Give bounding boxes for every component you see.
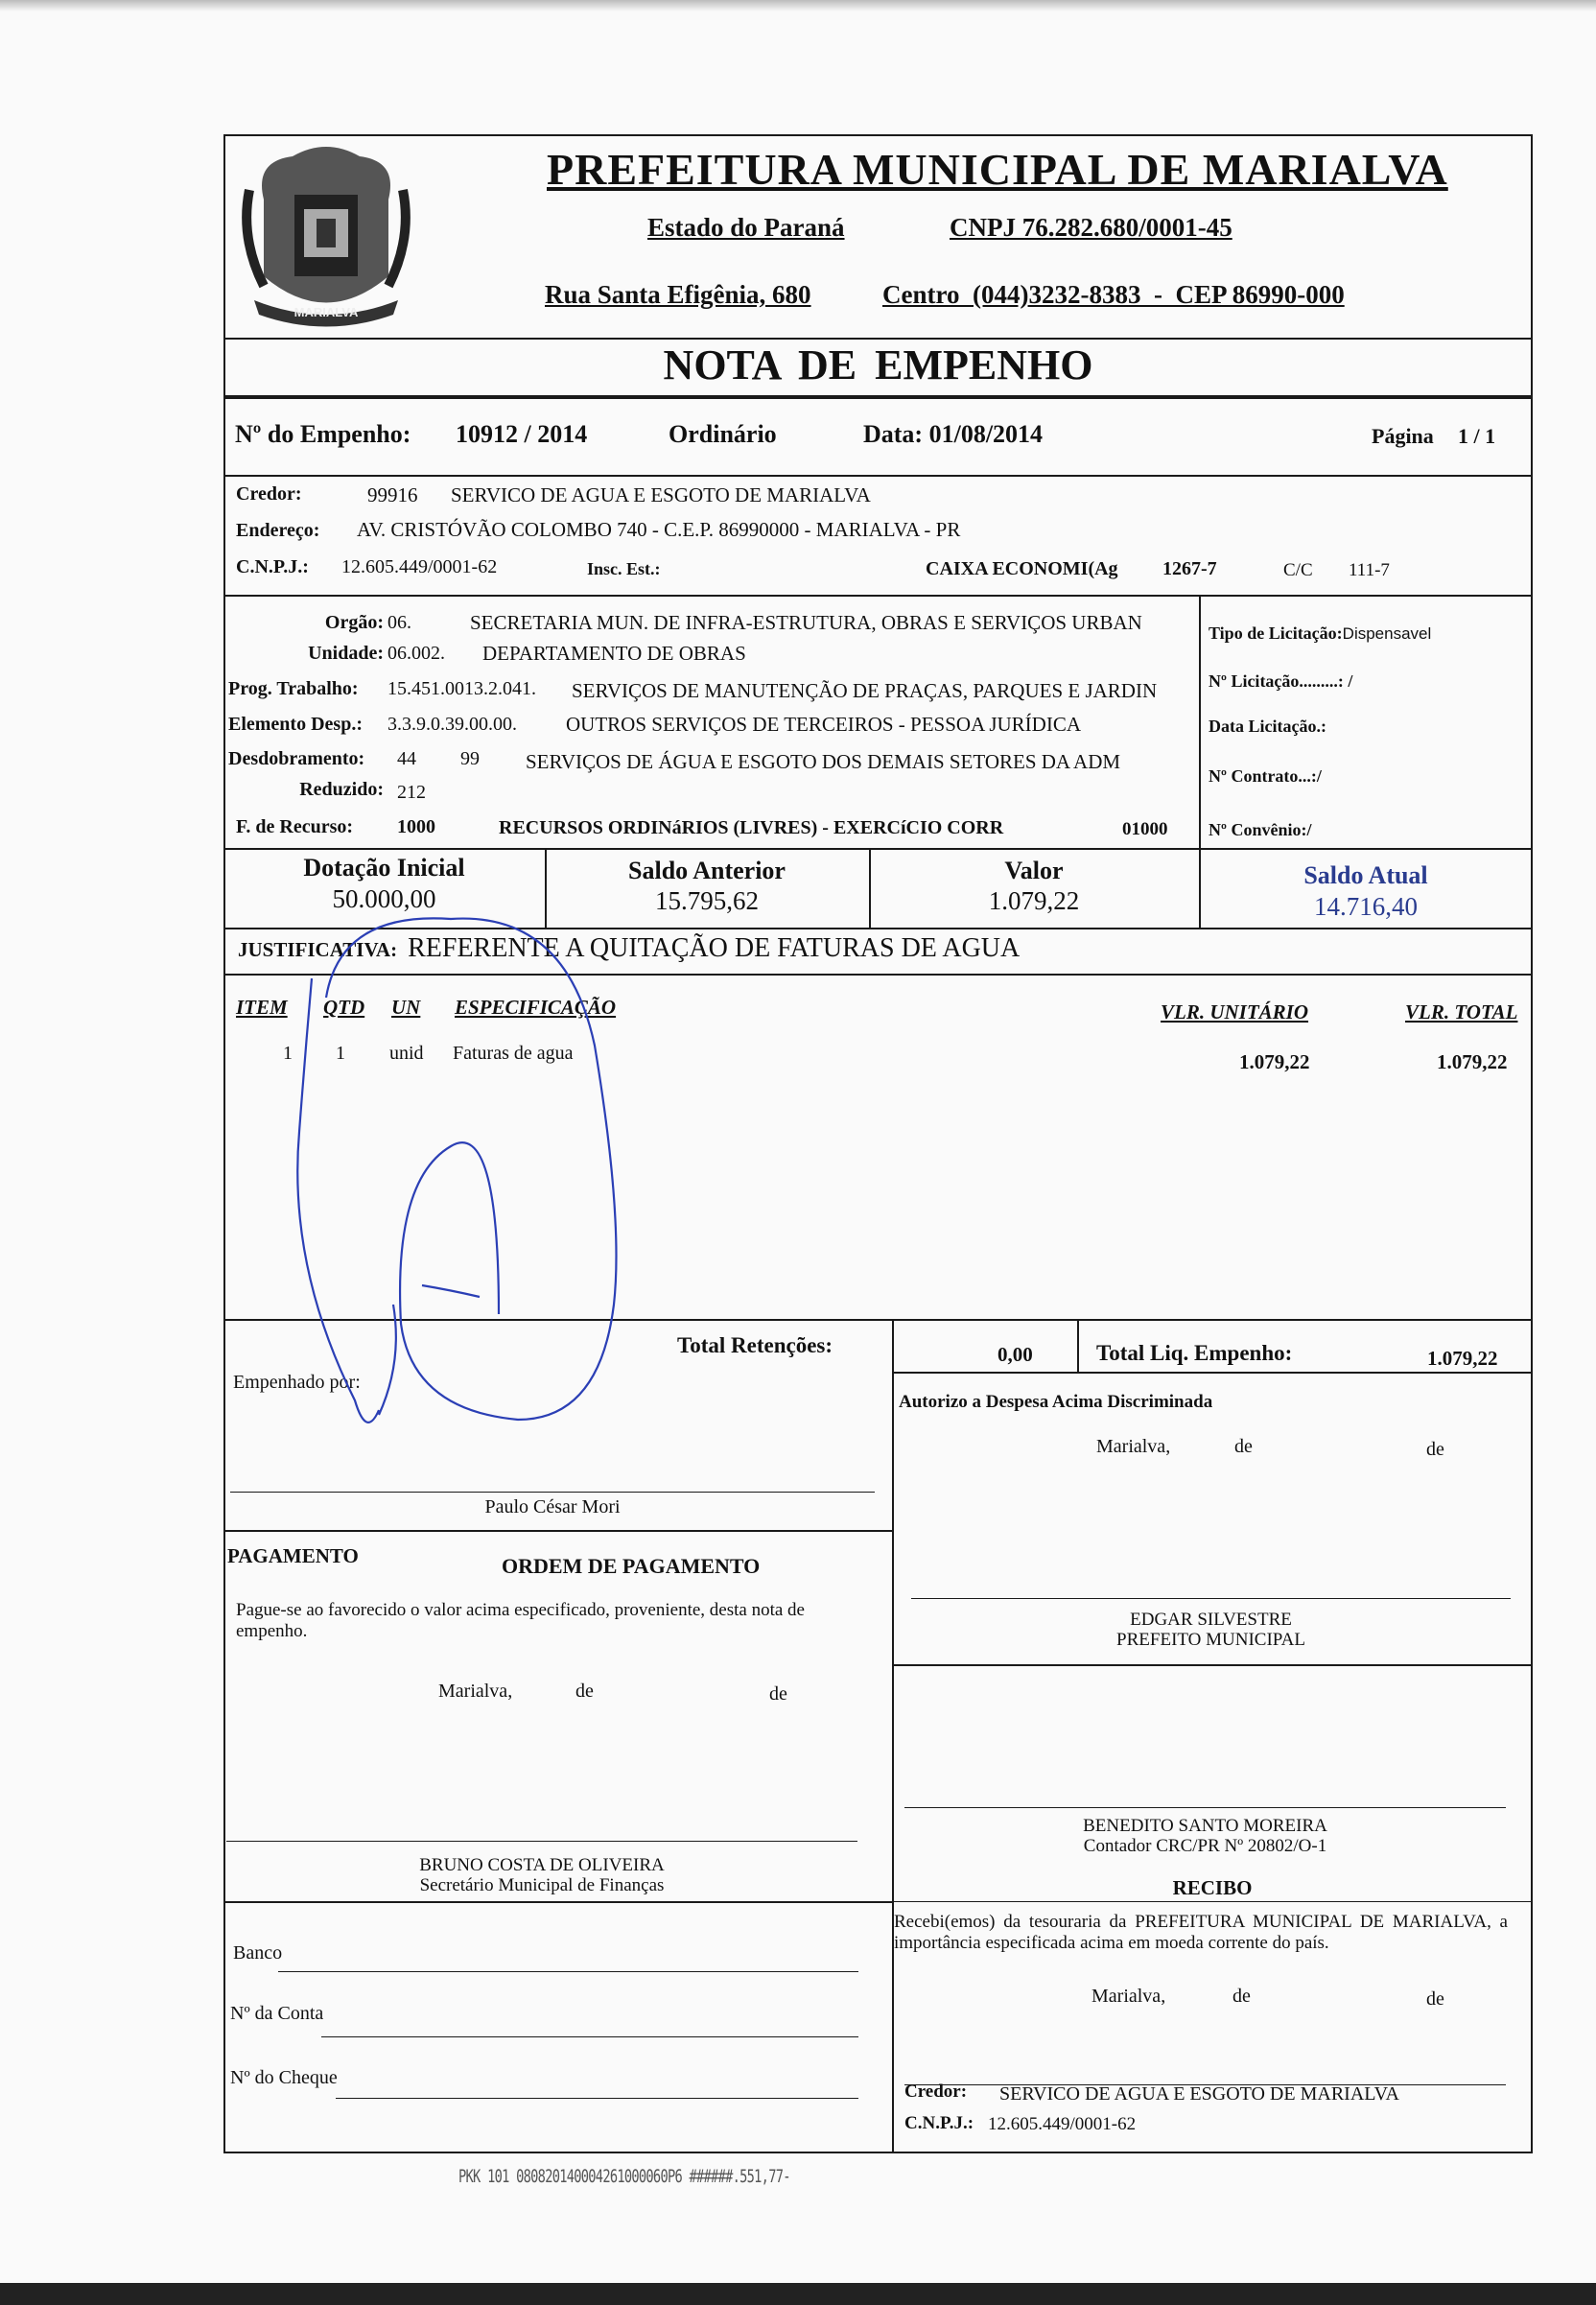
numero-licitacao: Nº Licitação.........: / bbox=[1209, 671, 1353, 691]
recibo-de2: de bbox=[1426, 1988, 1444, 2010]
dotacao-label: Dotação Inicial bbox=[303, 854, 465, 882]
autorizo-text: Autorizo a Despesa Acima Discriminada bbox=[899, 1392, 1213, 1412]
desdobramento-name: SERVIÇOS DE ÁGUA E ESGOTO DOS DEMAIS SETORES DA ADM bbox=[526, 750, 1121, 773]
item-un: unid bbox=[389, 1043, 424, 1064]
empenho-number: 10912 / 2014 bbox=[456, 420, 588, 448]
municipality-title: PREFEITURA MUNICIPAL DE MARIALVA bbox=[547, 145, 1448, 194]
credor-cnpj-label: C.N.P.J.: bbox=[236, 556, 309, 577]
orgao-label: Orgão: bbox=[324, 612, 384, 633]
desdobramento-label: Desdobramento: bbox=[228, 748, 365, 769]
pagamento-city: Marialva, bbox=[438, 1681, 513, 1702]
retencoes-label: Total Retenções: bbox=[677, 1333, 833, 1357]
desdobramento-a: 44 bbox=[397, 748, 416, 769]
recurso-name: RECURSOS ORDINáRIOS (LIVRES) - EXERCíCIO CORR bbox=[499, 817, 1004, 838]
total-liquido-label: Total Liq. Empenho: bbox=[1096, 1341, 1293, 1365]
valor-value: 1.079,22 bbox=[988, 886, 1080, 915]
recurso-number: 01000 bbox=[1122, 819, 1168, 839]
recurso-code: 1000 bbox=[397, 816, 435, 837]
address-rest-label: Centro (044)3232-8383 - CEP 86990-000 bbox=[882, 280, 1345, 309]
autorizo-de2: de bbox=[1426, 1439, 1444, 1460]
retencoes-value: 0,00 bbox=[998, 1343, 1033, 1366]
item-unit-value: 1.079,22 bbox=[1239, 1050, 1310, 1073]
empenho-type: Ordinário bbox=[669, 420, 777, 448]
cc-number: 111-7 bbox=[1349, 560, 1390, 580]
recibo-text: Recebi(emos) da tesouraria da PREFEITURA MUNICIPAL DE MARIALVA, a importância especificada acima em moeda corrente do país. bbox=[894, 1912, 1508, 1953]
contador-role: Contador CRC/PR Nº 20802/O-1 bbox=[1083, 1836, 1327, 1856]
conta-label: Nº da Conta bbox=[230, 2003, 324, 2024]
saldo-atual-value: 14.716,40 bbox=[1314, 892, 1418, 921]
contador-name: BENEDITO SANTO MOREIRA bbox=[1083, 1816, 1327, 1836]
document-title: NOTA DE EMPENHO bbox=[663, 341, 1093, 388]
insc-est-label: Insc. Est.: bbox=[587, 559, 661, 578]
banco-label: Banco bbox=[233, 1942, 283, 1964]
unidade-name: DEPARTAMENTO DE OBRAS bbox=[482, 642, 746, 665]
pagamento-de1: de bbox=[575, 1681, 594, 1702]
secretario-name: BRUNO COSTA DE OLIVEIRA bbox=[419, 1855, 665, 1875]
tipo-licitacao-label: Tipo de Licitação:Dispensavel bbox=[1209, 623, 1432, 643]
svg-text:MARIALVA: MARIALVA bbox=[293, 305, 359, 319]
secretario-role: Secretário Municipal de Finanças bbox=[419, 1875, 665, 1895]
recibo-credor-label: Credor: bbox=[904, 2082, 968, 2102]
total-liquido-value: 1.079,22 bbox=[1427, 1347, 1498, 1370]
numero-convenio: Nº Convênio:/ bbox=[1209, 820, 1312, 839]
items-header-item: ITEM bbox=[236, 996, 288, 1019]
saldo-anterior-label: Saldo Anterior bbox=[628, 857, 786, 884]
reduzido-value: 212 bbox=[397, 782, 426, 803]
elemento-code: 3.3.9.0.39.00.00. bbox=[387, 714, 517, 735]
credor-code: 99916 bbox=[367, 483, 418, 506]
bank-name: CAIXA ECONOMI(Ag bbox=[926, 558, 1118, 579]
recibo-cnpj-label: C.N.P.J.: bbox=[904, 2113, 974, 2133]
cnpj-label: CNPJ 76.282.680/0001-45 bbox=[950, 213, 1232, 242]
item-number: 1 bbox=[283, 1043, 293, 1064]
recibo-de1: de bbox=[1232, 1986, 1251, 2007]
prog-trabalho-code: 15.451.0013.2.041. bbox=[387, 678, 536, 699]
items-header-spec: ESPECIFICAÇÃO bbox=[455, 996, 617, 1019]
prog-trabalho-name: SERVIÇOS DE MANUTENÇÃO DE PRAÇAS, PARQUES E JARDIN bbox=[572, 679, 1158, 702]
items-header-total: VLR. TOTAL bbox=[1405, 1000, 1518, 1023]
orgao-code: 06. bbox=[387, 612, 411, 633]
pagamento-label: PAGAMENTO bbox=[227, 1544, 359, 1567]
item-qtd: 1 bbox=[336, 1043, 345, 1064]
saldo-atual-label: Saldo Atual bbox=[1303, 861, 1428, 889]
credor-address: AV. CRISTÓVÃO COLOMBO 740 - C.E.P. 86990000 - MARIALVA - PR bbox=[357, 518, 961, 541]
recibo-cnpj: 12.605.449/0001-62 bbox=[988, 2114, 1137, 2134]
reduzido-label: Reduzido: bbox=[299, 779, 384, 800]
items-header-un: UN bbox=[391, 996, 421, 1019]
items-header-qtd: QTD bbox=[323, 996, 365, 1019]
numero-contrato: Nº Contrato...:/ bbox=[1209, 766, 1322, 786]
items-header-unit: VLR. UNITÁRIO bbox=[1161, 1000, 1309, 1023]
credor-label: Credor: bbox=[236, 483, 302, 505]
pagamento-text: Pague-se ao favorecido o valor acima especificado, proveniente, desta nota de empenho. bbox=[236, 1600, 805, 1641]
bank-agency: 1267-7 bbox=[1162, 558, 1217, 579]
desdobramento-b: 99 bbox=[460, 748, 480, 769]
ordem-pagamento-title: ORDEM DE PAGAMENTO bbox=[502, 1554, 761, 1578]
saldo-anterior-value: 15.795,62 bbox=[655, 886, 759, 915]
autorizo-de1: de bbox=[1234, 1436, 1253, 1457]
street-label: Rua Santa Efigênia, 680 bbox=[545, 280, 811, 309]
justificativa-label: JUSTIFICATIVA: bbox=[238, 938, 398, 961]
empenho-number-label: Nº do Empenho: bbox=[235, 420, 411, 448]
elemento-name: OUTROS SERVIÇOS DE TERCEIROS - PESSOA JURÍDICA bbox=[566, 713, 1082, 736]
prefeito-name: EDGAR SILVESTRE bbox=[1130, 1610, 1292, 1630]
elemento-label: Elemento Desp.: bbox=[228, 714, 363, 735]
state-label: Estado do Paraná bbox=[647, 213, 845, 242]
address-label: Endereço: bbox=[236, 520, 320, 541]
recurso-label: F. de Recurso: bbox=[236, 816, 354, 837]
data-licitacao: Data Licitação.: bbox=[1209, 717, 1326, 736]
pagamento-de2: de bbox=[769, 1683, 787, 1705]
page-value: 1 / 1 bbox=[1458, 424, 1496, 448]
dotacao-value: 50.000,00 bbox=[332, 884, 436, 913]
recibo-city: Marialva, bbox=[1091, 1986, 1166, 2007]
footer-code: PKK 101 080820140004261000060P6 ######.551,77- bbox=[458, 2166, 790, 2187]
recibo-title: RECIBO bbox=[1172, 1876, 1253, 1899]
recibo-credor-name: SERVICO DE AGUA E ESGOTO DE MARIALVA bbox=[999, 2083, 1399, 2105]
empenhado-por-label: Empenhado por: bbox=[233, 1372, 361, 1393]
tipo-licitacao-value: Dispensavel bbox=[1342, 624, 1432, 643]
orgao-name: SECRETARIA MUN. DE INFRA-ESTRUTURA, OBRAS E SERVIÇOS URBAN bbox=[470, 611, 1142, 634]
page-label: Página bbox=[1372, 424, 1434, 448]
autorizo-city: Marialva, bbox=[1096, 1436, 1171, 1457]
justificativa-text: REFERENTE A QUITAÇÃO DE FATURAS DE AGUA bbox=[408, 933, 1021, 963]
unidade-label: Unidade: bbox=[308, 643, 384, 664]
cheque-label: Nº do Cheque bbox=[230, 2067, 338, 2088]
empenhado-por-name: Paulo César Mori bbox=[484, 1496, 621, 1517]
valor-label: Valor bbox=[1004, 857, 1064, 884]
cc-label: C/C bbox=[1283, 560, 1313, 580]
prog-trabalho-label: Prog. Trabalho: bbox=[228, 678, 359, 699]
prefeito-role: PREFEITO MUNICIPAL bbox=[1116, 1630, 1305, 1650]
unidade-code: 06.002. bbox=[387, 643, 445, 664]
empenho-date: Data: 01/08/2014 bbox=[863, 420, 1044, 448]
item-total-value: 1.079,22 bbox=[1437, 1050, 1508, 1073]
credor-cnpj: 12.605.449/0001-62 bbox=[341, 556, 498, 577]
scan-edge-bottom bbox=[0, 2283, 1596, 2305]
credor-name: SERVICO DE AGUA E ESGOTO DE MARIALVA bbox=[451, 483, 871, 506]
item-spec: Faturas de agua bbox=[453, 1043, 574, 1064]
